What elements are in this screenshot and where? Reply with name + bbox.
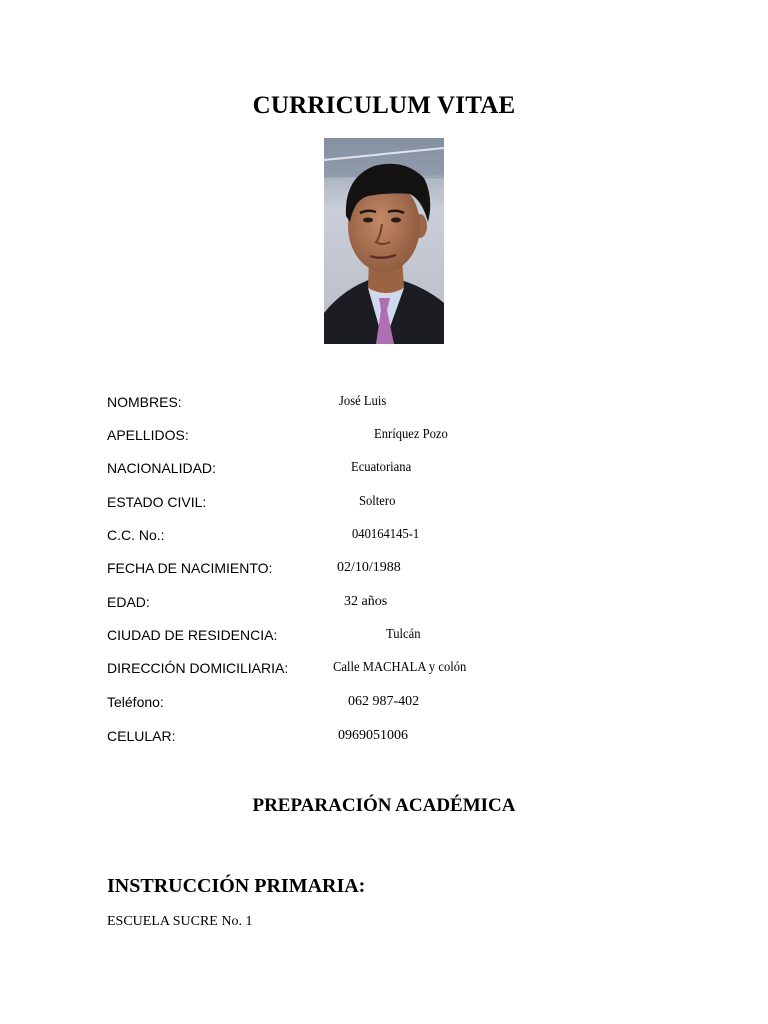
field-row-celular [0,728,768,748]
field-value: 0969051006 [338,728,408,743]
field-label: FECHA DE NACIMIENTO: [107,560,273,576]
field-label: C.C. No.: [107,527,165,543]
field-label: Teléfono: [107,694,164,710]
field-value: Enríquez Pozo [374,427,448,442]
primary-education-title: INSTRUCCIÓN PRIMARIA: [107,875,366,897]
field-label: EDAD: [107,594,150,610]
field-label: ESTADO CIVIL: [107,494,207,510]
profile-photo [324,138,444,344]
field-row-fecha-nacimiento [0,560,768,580]
document-title: CURRICULUM VITAE [252,92,516,119]
field-value: Tulcán [386,627,421,642]
field-row-nombres [0,394,768,414]
field-label: NOMBRES: [107,394,182,410]
primary-school-name: ESCUELA SUCRE No. 1 [107,914,253,929]
field-value: Ecuatoriana [351,460,412,475]
field-label: CIUDAD DE RESIDENCIA: [107,627,278,643]
academic-section-title: PREPARACIÓN ACADÉMICA [252,795,516,816]
field-row-ciudad [0,627,768,647]
field-row-apellidos [0,427,768,447]
field-label: DIRECCIÓN DOMICILIARIA: [107,660,289,676]
field-value: 040164145-1 [352,527,420,542]
field-value: 062 987-402 [348,694,420,709]
field-label: CELULAR: [107,728,176,744]
field-value: Soltero [359,494,396,509]
field-row-edad [0,594,768,614]
field-value: 32 años [344,594,388,609]
field-row-estado-civil [0,494,768,514]
field-row-telefono [0,694,768,714]
field-row-cedula [0,527,768,547]
field-value: 02/10/1988 [337,560,401,575]
field-value: José Luis [339,394,387,409]
field-value: Calle MACHALA y colón [333,660,467,675]
field-label: APELLIDOS: [107,427,189,443]
field-row-nacionalidad [0,460,768,480]
field-row-direccion [0,660,768,680]
field-label: NACIONALIDAD: [107,460,216,476]
